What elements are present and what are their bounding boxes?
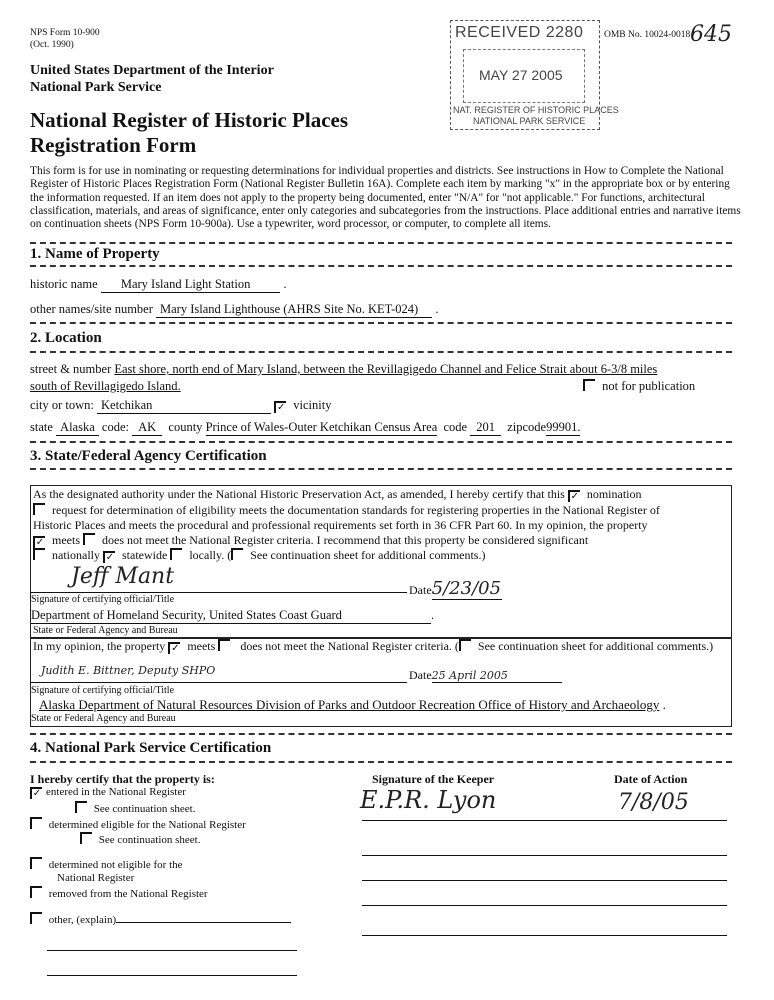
opinion-label: In my opinion, the property	[33, 639, 166, 653]
action-date-value: 7/8/05	[618, 790, 689, 815]
section3-title: 3. State/Federal Agency Certification	[30, 448, 267, 464]
does-not-meet-label: does not meet the National Register criteria. I recommend that this property be considered significant	[102, 533, 589, 547]
signature-1-label: Signature of certifying official/Title	[31, 594, 175, 605]
does-not-meet-checkbox[interactable]	[83, 533, 95, 545]
does-not-meet-2-checkbox[interactable]	[218, 639, 230, 651]
street-value[interactable]: East shore, north end of Mary Island, between the Revillagigedo Channel and Felice Strait about 6-3/8 miles	[114, 362, 658, 376]
other-names-value[interactable]: Mary Island Lighthouse (AHRS Site No. KET-024)	[156, 302, 432, 318]
county-code-label: code	[443, 420, 468, 434]
title-line2: Registration Form	[30, 133, 197, 157]
not-eligible-checkbox[interactable]	[30, 857, 42, 869]
received-stamp	[450, 20, 619, 130]
other-names-row: other names/site number Mary Island Lighthouse (AHRS Site No. KET-024) .	[30, 302, 439, 316]
meets-2-checkbox[interactable]: ✓	[168, 642, 180, 654]
state-value[interactable]: Alaska	[56, 420, 99, 436]
eligible-label: determined eligible for the National Register	[48, 819, 246, 831]
not-for-publication-checkbox[interactable]	[583, 379, 595, 391]
other-explain-field[interactable]	[116, 922, 291, 923]
not-eligible-row	[30, 857, 183, 871]
date-2-label: Date	[409, 668, 432, 682]
does-not-meet-2-label: does not meet the National Register criteria. (	[240, 639, 459, 653]
cert-line4	[33, 533, 588, 548]
city-row	[30, 398, 331, 414]
continuation-label: See continuation sheet for additional comments.)	[250, 548, 486, 562]
state-opinion-box	[30, 637, 732, 727]
agency-2-label: State or Federal Agency and Bureau	[31, 713, 176, 724]
continuation-2-checkbox[interactable]	[459, 639, 471, 651]
action-date-label: Date of Action	[614, 772, 688, 786]
omb-number: OMB No. 10024-0018	[604, 30, 691, 40]
locally-checkbox[interactable]	[170, 548, 182, 560]
cert-text2: request for determination of eligibility meets the documentation standards for registering properties in the National Register of	[52, 503, 660, 517]
keeper-signature: E.P.R. Lyon	[360, 786, 497, 814]
street-value-2[interactable]: south of Revillagigedo Island.	[30, 379, 181, 393]
keeper-label: Signature of the Keeper	[372, 772, 495, 786]
eligible-row	[30, 817, 246, 831]
section2-title: 2. Location	[30, 330, 102, 346]
street-label: street & number	[30, 362, 112, 376]
continuation-2-label: See continuation sheet for additional comments.)	[477, 639, 714, 653]
stamp-line1: NAT. REGISTER OF HISTORIC PLACES	[453, 105, 619, 115]
entered-row	[30, 786, 186, 799]
nationally-label: nationally	[52, 548, 100, 562]
section1-title: 1. Name of Property	[30, 246, 160, 262]
section4-title: 4. National Park Service Certification	[30, 740, 272, 756]
stamp-line2: NATIONAL PARK SERVICE	[473, 116, 586, 126]
handwritten-number: 645	[690, 22, 732, 47]
state-label: state	[30, 420, 53, 434]
date-1-value[interactable]: 5/23/05	[431, 578, 502, 599]
city-label: city or town:	[30, 398, 94, 412]
see-2-label: See continuation sheet.	[98, 834, 201, 846]
historic-name-label: historic name	[30, 277, 98, 291]
federal-certification-box	[30, 485, 732, 639]
agency-2-value[interactable]: Alaska Department of Natural Resources Division of Parks and Outdoor Recreation Office of History and Archaeology	[39, 697, 660, 712]
historic-name-row: historic name Mary Island Light Station .	[30, 277, 287, 291]
entered-label: entered in the National Register	[46, 786, 186, 798]
vicinity-label: vicinity	[293, 398, 332, 412]
state-row	[30, 420, 580, 436]
nationally-checkbox[interactable]	[33, 548, 45, 560]
nomination-label: nomination	[586, 487, 642, 501]
see-2-checkbox[interactable]	[80, 832, 92, 844]
agency-1-value[interactable]: Department of Homeland Security, United States Coast Guard	[31, 608, 431, 624]
other-checkbox[interactable]	[30, 912, 42, 924]
cert-text1: As the designated authority under the National Historic Preservation Act, as amended, I hereby certify that this	[33, 487, 565, 501]
agency: National Park Service	[30, 80, 162, 95]
nomination-checkbox[interactable]: ✓	[568, 490, 580, 502]
not-for-publication[interactable]	[583, 379, 695, 394]
date-1-row	[409, 578, 502, 600]
not-eligible-label: determined not eligible for the	[48, 859, 183, 871]
vicinity-checkbox[interactable]: ✓	[274, 401, 286, 413]
cert-line5	[33, 548, 485, 563]
zip-value[interactable]: 99901.	[546, 420, 581, 434]
code-value[interactable]: AK	[132, 420, 162, 436]
date-2-value[interactable]: 25 April 2005	[432, 669, 562, 683]
statewide-label: statewide	[122, 548, 168, 562]
see-1-checkbox[interactable]	[75, 801, 87, 813]
agency-1-row: Department of Homeland Security, United States Coast Guard .	[31, 608, 435, 622]
street-value-cont	[30, 379, 181, 394]
instructions: This form is for use in nominating or requesting determinations for individual properties and districts. See instructions in How to Complete the National Register of Historic Places Registration Form (National Register Bulletin 16A). Complete each item by marking "x" in the appropriate box or by entering the information requested. If an item does not apply to the property being documented, enter "N/A" for "not applicable." For functions, architectural classification, materials, and areas of significance, enter only categories and subcategories from the instructions. Place additional entries and narrative items on continuation sheets (NPS Form 10-900a). Use a typewriter, word processor, or computer, to complete all items.	[30, 165, 741, 231]
not-for-publication-label: not for publication	[602, 379, 696, 393]
meets-checkbox[interactable]: ✓	[33, 536, 45, 548]
eligible-checkbox[interactable]	[30, 817, 42, 829]
cert-text3: Historic Places and meets the procedural and professional requirements set forth in 36 CFR Part 60. In my opinion, the property	[33, 518, 648, 532]
stamp-received: RECEIVED 2280	[455, 24, 584, 41]
cert-line1	[33, 487, 642, 502]
agency-1-label: State or Federal Agency and Bureau	[33, 625, 178, 636]
removed-checkbox[interactable]	[30, 886, 42, 898]
date-2-row	[409, 668, 562, 683]
meets-2-label: meets	[187, 639, 216, 653]
date-1-label: Date	[409, 583, 432, 597]
other-row	[30, 912, 291, 926]
county-code-value[interactable]: 201	[470, 420, 501, 436]
request-checkbox[interactable]	[33, 503, 45, 515]
continuation-checkbox[interactable]	[231, 548, 243, 560]
removed-label: removed from the National Register	[48, 888, 208, 900]
signature-2-label: Signature of certifying official/Title	[31, 685, 175, 696]
entered-checkbox[interactable]: ✓	[30, 787, 42, 799]
statewide-checkbox[interactable]: ✓	[103, 551, 115, 563]
zip-label: zipcode	[507, 420, 547, 434]
opinion-line	[33, 639, 713, 654]
stamp-date: MAY 27 2005	[479, 67, 563, 83]
county-label: county	[168, 420, 203, 434]
removed-row	[30, 886, 208, 900]
historic-name-value[interactable]: Mary Island Light Station	[101, 277, 281, 293]
meets-label: meets	[52, 533, 80, 547]
agency-2-row: Alaska Department of Natural Resources Division of Parks and Outdoor Recreation Office of History and Archaeology .	[39, 697, 666, 712]
locally-label: locally. (	[189, 548, 232, 562]
certify-label: I hereby certify that the property is:	[30, 772, 215, 786]
code-label: code:	[101, 420, 129, 434]
cert-line2	[33, 503, 660, 518]
county-value[interactable]: Prince of Wales-Outer Ketchikan Census Area	[205, 420, 438, 434]
see-2-row	[80, 832, 200, 846]
form-date: (Oct. 1990)	[30, 40, 74, 50]
see-1-row	[75, 801, 195, 815]
other-names-label: other names/site number	[30, 302, 153, 316]
not-eligible-label-2: National Register	[57, 872, 135, 884]
see-1-label: See continuation sheet.	[93, 803, 196, 815]
city-value[interactable]: Ketchikan	[97, 398, 271, 414]
title-line1: National Register of Historic Places	[30, 108, 349, 132]
other-label: other, (explain)	[48, 914, 117, 926]
signature-1: Jeff Mant	[71, 564, 175, 589]
street-row	[30, 362, 657, 377]
signature-2: Judith E. Bittner, Deputy SHPO	[41, 664, 216, 677]
department: United States Department of the Interior	[30, 63, 274, 78]
form-number: NPS Form 10-900	[30, 28, 100, 38]
